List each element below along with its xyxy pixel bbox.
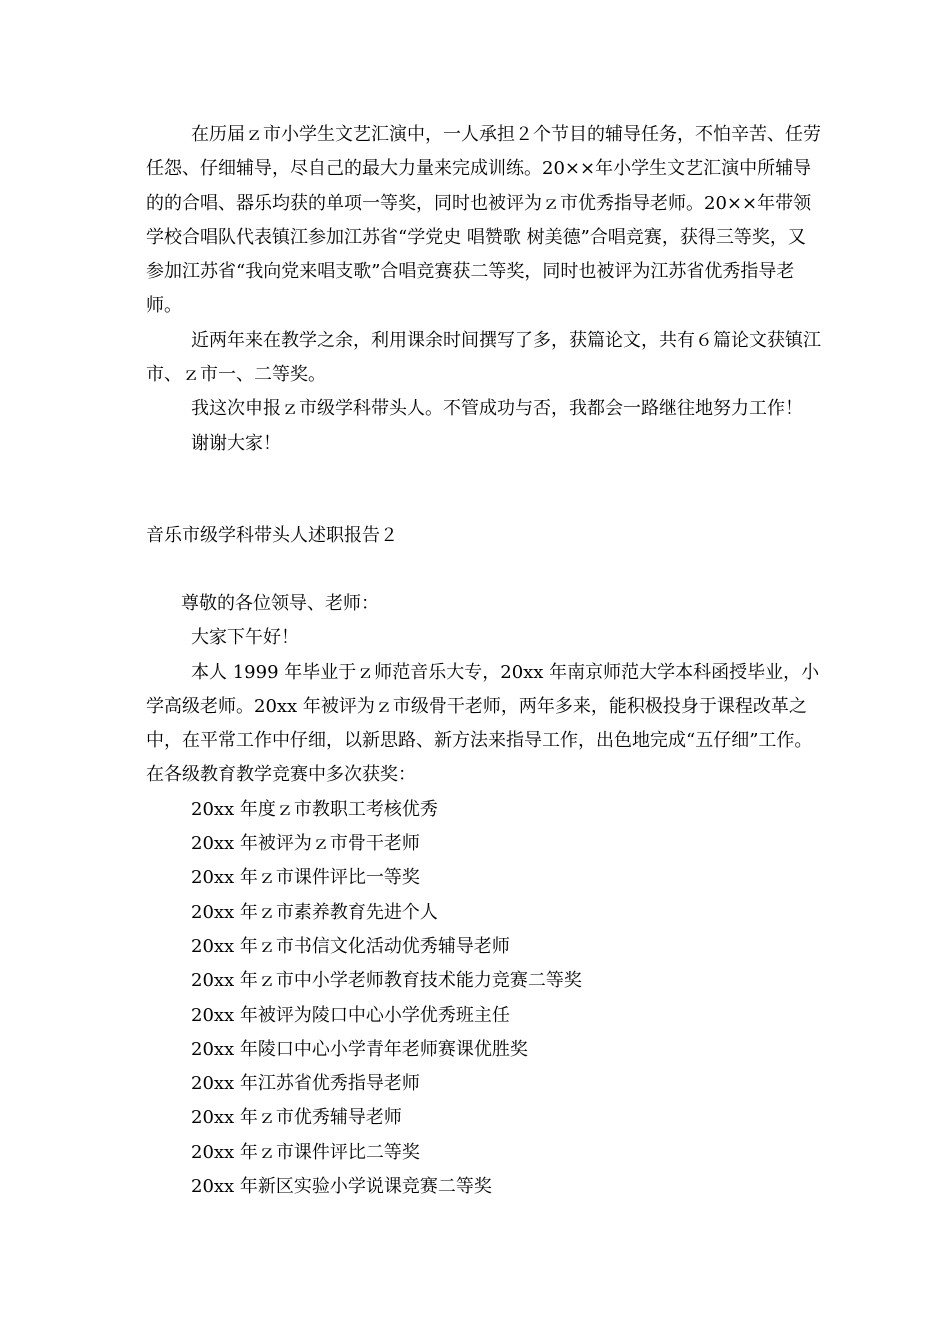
report-title: 音乐市级学科带头人述职报告２ bbox=[146, 525, 398, 546]
awards-list bbox=[146, 793, 822, 1205]
list-item: 20xx 年被评为ｚ市骨干老师 bbox=[191, 833, 420, 855]
intro-paragraph: 本人 1999 年毕业于ｚ师范音乐大专，20xx 年南京师范大学本科函授毕业，小学高级老师。20xx 年被评为ｚ市级骨干老师，两年多来，能积极投身于课程改革之中，在平常工作中仔细，以新思路、新方法来指导工作，出色地完成“五仔细”工作。在各级教育教学竞赛中多次获奖： bbox=[146, 661, 820, 786]
list-item: 20xx 年江苏省优秀指导老师 bbox=[191, 1073, 420, 1095]
list-item: 20xx 年ｚ市优秀辅导老师 bbox=[191, 1107, 402, 1129]
list-item: 20xx 年ｚ市素养教育先进个人 bbox=[191, 901, 438, 923]
list-item: 20xx 年ｚ市课件评比一等奖 bbox=[191, 867, 420, 889]
list-item: 20xx 年ｚ市中小学老师教育技术能力竞赛二等奖 bbox=[191, 970, 582, 992]
salutation: 尊敬的各位领导、老师： bbox=[181, 593, 379, 614]
paragraph-thanks: 谢谢大家！ bbox=[191, 432, 281, 454]
section1-body bbox=[146, 118, 822, 461]
list-item: 20xx 年新区实验小学说课竞赛二等奖 bbox=[191, 1176, 492, 1198]
list-item: 20xx 年ｚ市书信文化活动优秀辅导老师 bbox=[191, 935, 510, 957]
list-item: 20xx 年度ｚ市教职工考核优秀 bbox=[191, 798, 438, 820]
list-item: 20xx 年陵口中心小学青年老师赛课优胜奖 bbox=[191, 1038, 528, 1060]
list-item: 20xx 年ｚ市课件评比二等奖 bbox=[191, 1141, 420, 1163]
paragraph-application: 我这次申报ｚ市级学科带头人。不管成功与否，我都会一路继往地努力工作！ bbox=[191, 398, 803, 420]
paragraph-papers: 近两年来在教学之余，利用课余时间撰写了多，获篇论文，共有６篇论文获镇江市、ｚ市一、二等奖。 bbox=[146, 329, 821, 386]
list-item: 20xx 年被评为陵口中心小学优秀班主任 bbox=[191, 1004, 510, 1026]
section2-body bbox=[146, 587, 822, 1204]
greeting: 大家下午好！ bbox=[191, 627, 299, 649]
paragraph-art-performance: 在历届ｚ市小学生文艺汇演中，一人承担２个节目的辅导任务，不怕辛苦、任劳任怨、仔细辅导，尽自己的最大力量来完成训练。20××年小学生文艺汇演中所辅导的的合唱、器乐均获的单项一等奖，同时也被评为ｚ市优秀指导老师。20××年带领学校合唱队代表镇江参加江苏省“学党史 唱赞歌 树美德”合唱竞赛，获得三等奖，又参加江苏省“我向党来唱支歌”合唱竞赛获二等奖，同时也被评为江苏省优秀指导老师。 bbox=[146, 124, 821, 317]
